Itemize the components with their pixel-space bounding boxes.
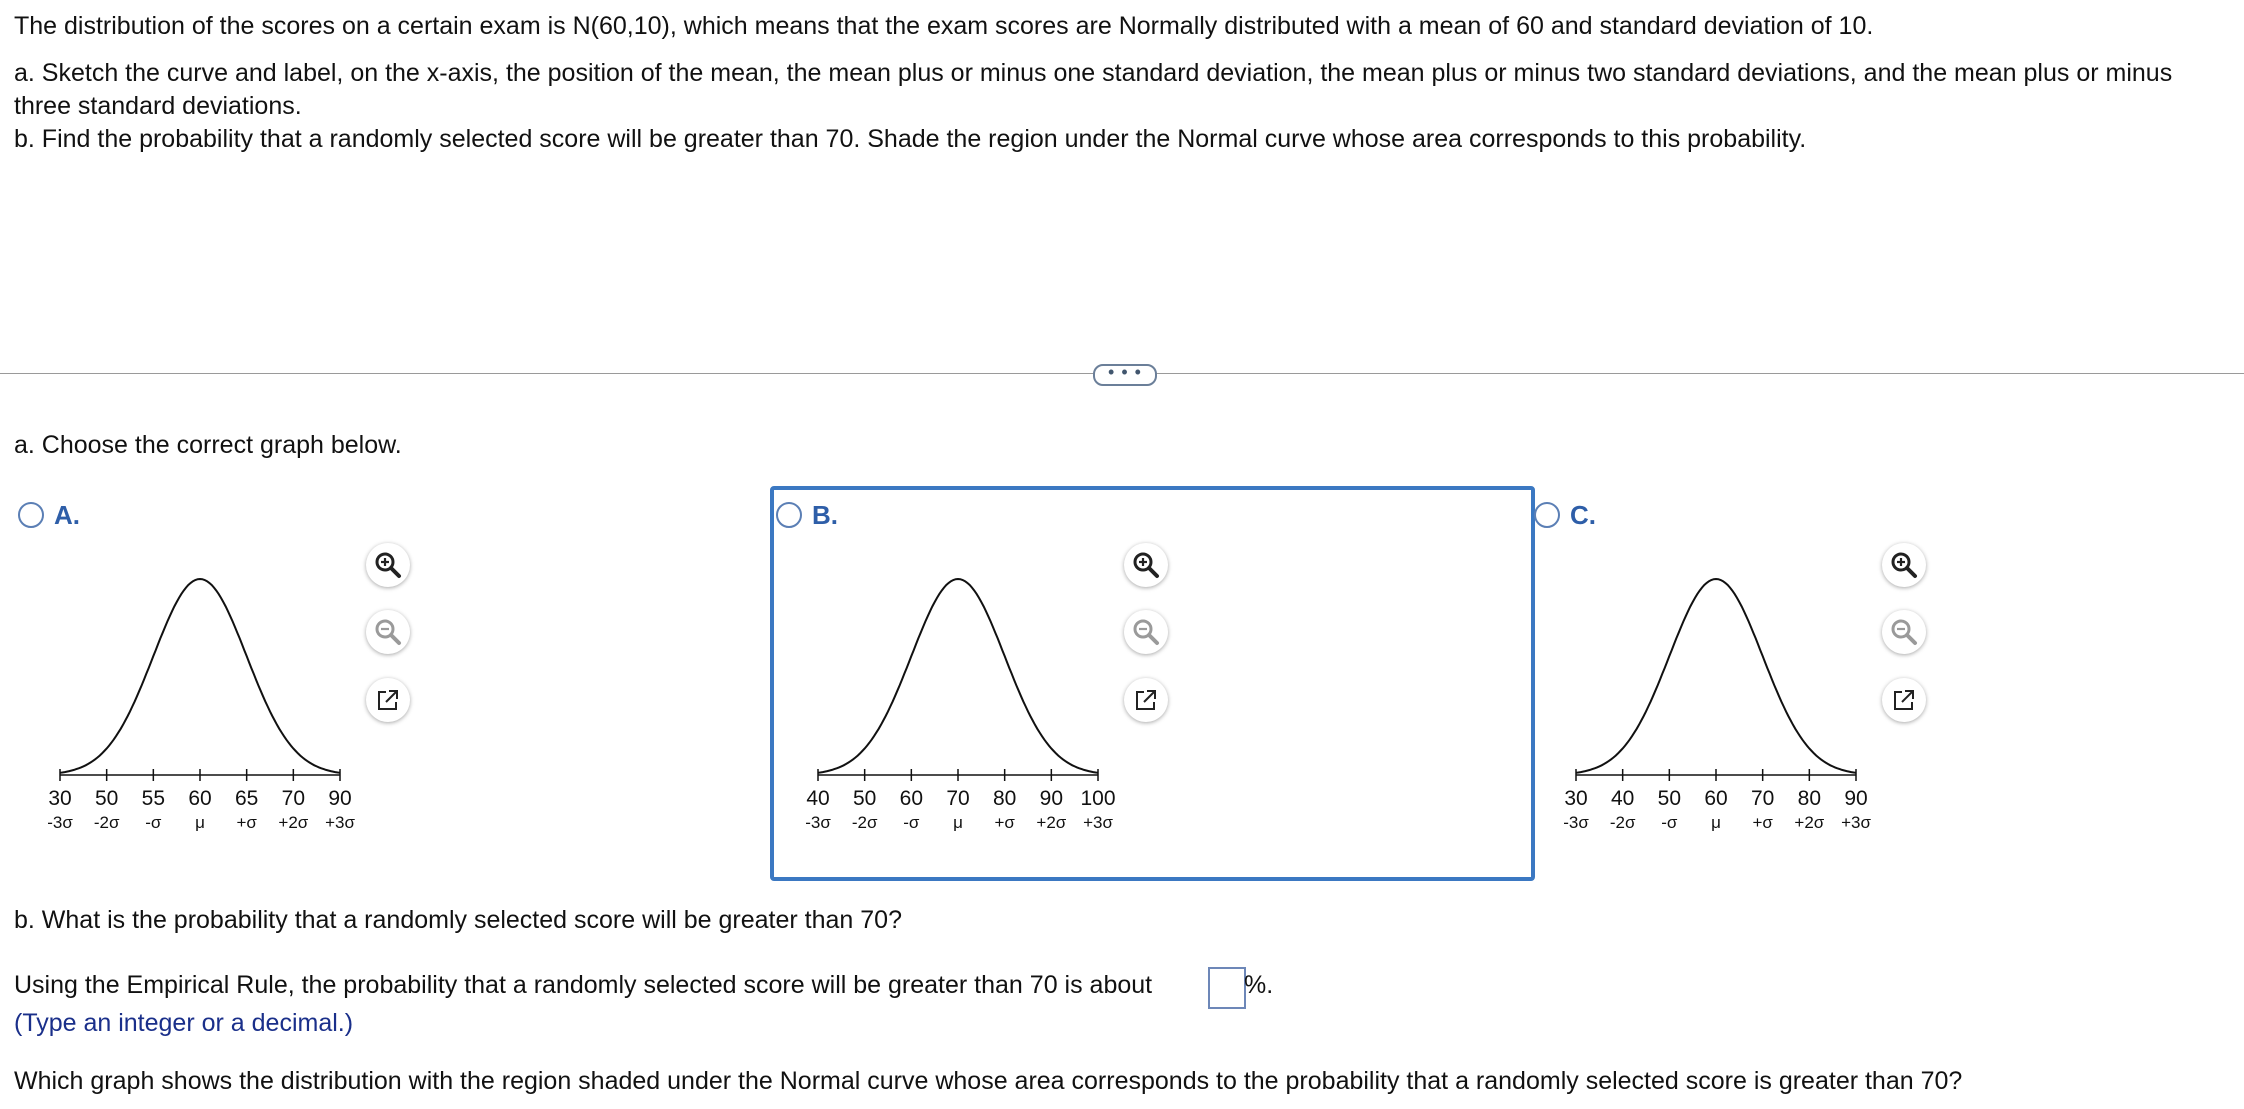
tick-sigma-label: +2σ <box>1036 813 1067 832</box>
tick-value-label: 60 <box>899 787 924 810</box>
tick-value-label: 70 <box>946 787 970 810</box>
option-a-label: A. <box>54 500 80 530</box>
normal-curve <box>818 579 1098 773</box>
tick-sigma-label: -3σ <box>47 813 73 832</box>
option-a-graph <box>47 560 370 832</box>
tick-value-label: 50 <box>1657 787 1682 810</box>
question-part-a-line1: a. Sketch the curve and label, on the x-axis, the position of the mean, the mean plus or minus one standard deviation, the mean plus or minus two standard deviations, and the mean plus or minus <box>14 59 2173 87</box>
tick-value-label: 40 <box>806 787 830 810</box>
tick-sigma-label: -σ <box>145 813 162 832</box>
pop-out-icon <box>1131 685 1161 715</box>
zoom-in-button[interactable] <box>1882 543 1926 587</box>
tick-value-label: 40 <box>1610 787 1635 810</box>
tick-value-label: 50 <box>852 787 877 810</box>
zoom-in-button[interactable] <box>1124 543 1168 587</box>
zoom-in-icon <box>1131 550 1161 580</box>
answer-format-hint: (Type an integer or a decimal.) <box>14 1009 354 1037</box>
zoom-out-icon <box>1131 617 1161 647</box>
tick-sigma-label: μ <box>1711 813 1721 832</box>
zoom-out-button[interactable] <box>1882 610 1926 654</box>
zoom-out-button[interactable] <box>366 610 410 654</box>
tick-sigma-label: +3σ <box>1841 813 1871 832</box>
option-c-graph <box>1563 560 1886 832</box>
tick-sigma-label: +3σ <box>1083 813 1113 832</box>
tick-sigma-label: -3σ <box>1563 813 1589 832</box>
tick-sigma-label: +2σ <box>1794 813 1825 832</box>
tick-sigma-label: +2σ <box>278 813 309 832</box>
tick-sigma-label: -σ <box>903 813 920 832</box>
zoom-in-button[interactable] <box>366 543 410 587</box>
tick-value-label: 50 <box>94 787 119 810</box>
tick-sigma-label: μ <box>195 813 205 832</box>
tick-value-label: 70 <box>1750 787 1775 810</box>
pop-out-button[interactable] <box>1124 678 1168 722</box>
question-part-b: b. Find the probability that a randomly selected score will be greater than 70. Shade the region under the Normal curve whose area corresponds to this probability. <box>14 125 1807 153</box>
option-c-radio[interactable] <box>1534 502 1560 528</box>
option-a-radio[interactable] <box>18 502 44 528</box>
part-b-graph-question: Which graph shows the distribution with the region shaded under the Normal curve whose area corresponds to the probability that a randomly selected score is greater than 70? <box>14 1067 1963 1095</box>
part-b-answer-prefix: Using the Empirical Rule, the probability that a randomly selected score will be greater than 70 is about <box>14 971 1153 999</box>
option-b-label: B. <box>812 500 838 530</box>
tick-sigma-label: +σ <box>236 813 257 832</box>
zoom-in-icon <box>1889 550 1919 580</box>
pop-out-button[interactable] <box>1882 678 1926 722</box>
normal-curve <box>1576 579 1856 773</box>
option-b-graph <box>805 560 1128 832</box>
tick-value-label: 80 <box>992 787 1017 810</box>
tick-sigma-label: -3σ <box>805 813 831 832</box>
tick-value-label: 30 <box>48 787 72 810</box>
option-b-radio[interactable] <box>776 502 802 528</box>
tick-value-label: 30 <box>1564 787 1588 810</box>
tick-sigma-label: +3σ <box>325 813 355 832</box>
tick-value-label: 80 <box>1797 787 1822 810</box>
part-a-prompt: a. Choose the correct graph below. <box>14 431 402 459</box>
probability-answer-input[interactable] <box>1208 967 1246 1009</box>
option-c-label: C. <box>1570 500 1596 530</box>
tick-sigma-label: -2σ <box>93 813 120 832</box>
zoom-out-icon <box>1889 617 1919 647</box>
tick-value-label: 60 <box>1704 787 1728 810</box>
tick-sigma-label: +σ <box>1752 813 1773 832</box>
zoom-out-button[interactable] <box>1124 610 1168 654</box>
tick-sigma-label: +σ <box>994 813 1015 832</box>
zoom-in-icon <box>373 550 403 580</box>
tick-sigma-label: -2σ <box>851 813 878 832</box>
tick-value-label: 90 <box>328 787 352 810</box>
normal-curve <box>60 579 340 773</box>
expand-button[interactable]: • • • <box>1093 364 1157 386</box>
tick-value-label: 70 <box>281 787 306 810</box>
zoom-out-icon <box>373 617 403 647</box>
tick-sigma-label: μ <box>953 813 963 832</box>
tick-value-label: 90 <box>1039 787 1064 810</box>
pop-out-icon <box>373 685 403 715</box>
tick-sigma-label: -2σ <box>1609 813 1636 832</box>
pop-out-button[interactable] <box>366 678 410 722</box>
part-b-answer-suffix: %. <box>1244 971 1274 999</box>
tick-value-label: 60 <box>188 787 212 810</box>
tick-value-label: 90 <box>1844 787 1868 810</box>
tick-value-label: 55 <box>141 787 166 810</box>
pop-out-icon <box>1889 685 1919 715</box>
question-part-a-line2: three standard deviations. <box>14 92 302 120</box>
tick-sigma-label: -σ <box>1661 813 1678 832</box>
question-intro: The distribution of the scores on a certain exam is N(60,10), which means that the exam scores are Normally distributed with a mean of 60 and standard deviation of 10. <box>14 12 1874 40</box>
tick-value-label: 100 <box>1080 787 1116 810</box>
tick-value-label: 65 <box>234 787 259 810</box>
part-b-question: b. What is the probability that a randomly selected score will be greater than 70? <box>14 906 902 934</box>
